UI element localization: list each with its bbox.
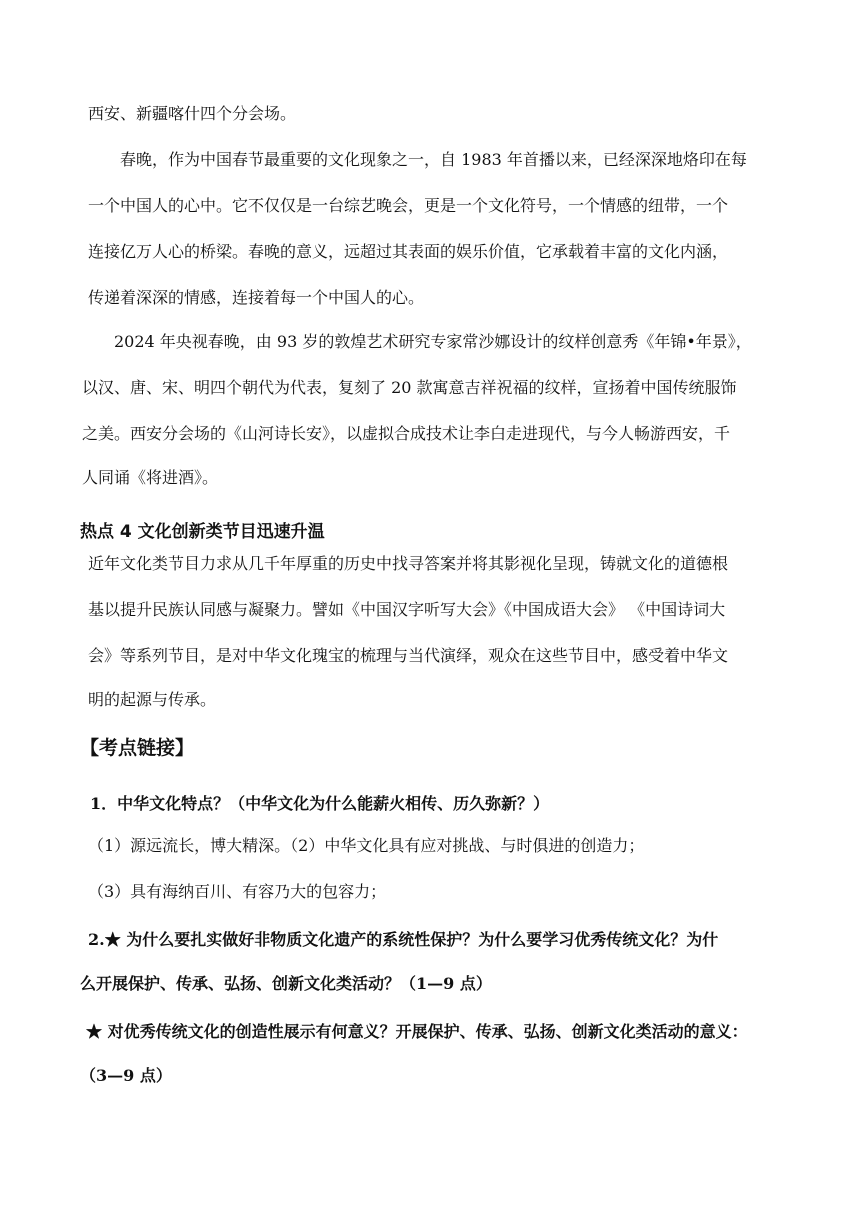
hotspot-heading: 热点 4 文化创新类节目迅速升温 [80,522,325,542]
paragraph-line: 近年文化类节目力求从几千年厚重的历史中找寻答案并将其影视化呈现，铸就文化的道德根 [88,554,729,573]
question-2-cont: 么开展保护、传承、弘扬、创新文化类活动？（1—9 点） [80,974,492,993]
answer-line: （3）具有海纳百川、有容乃大的包容力； [88,882,387,901]
question-1: 1．中华文化特点？（中华文化为什么能薪火相传、历久弥新？） [90,794,550,813]
question-3-cont: （3—9 点） [80,1066,172,1085]
section-title: 【考点链接】 [80,737,195,759]
paragraph-line: 春晚，作为中国春节最重要的文化现象之一，自 1983 年首播以来，已经深深地烙印在每 [120,150,747,169]
paragraph-line: 会》等系列节目，是对中华文化瑰宝的梳理与当代演绎，观众在这些节目中，感受着中华文 [88,646,729,665]
paragraph-line: 西安、新疆喀什四个分会场。 [88,104,297,123]
paragraph-line: 以汉、唐、宋、明四个朝代为代表，复刻了 20 款寓意吉祥祝福的纹样，宣扬着中国传统服饰 [82,378,737,397]
question-2: 2.★ 为什么要扎实做好非物质文化遗产的系统性保护？为什么要学习优秀传统文化？为什 [88,930,719,949]
answer-line: （1）源远流长，博大精深。（2）中华文化具有应对挑战、与时俱进的创造力； [88,836,645,855]
paragraph-line: 传递着深深的情感，连接着每一个中国人的心。 [88,288,425,307]
paragraph-line: 之美。西安分会场的《山河诗长安》，以虚拟合成技术让李白走进现代，与今人畅游西安，千 [82,424,731,443]
paragraph-line: 基以提升民族认同感与凝聚力。譬如《中国汉字听写大会》《中国成语大会》 《中国诗词大 [88,600,726,619]
paragraph-line: 2024 年央视春晚，由 93 岁的敦煌艺术研究专家常沙娜设计的纹样创意秀《年锦•年景》， [114,332,752,351]
paragraph-line: 明的起源与传承。 [88,690,217,709]
paragraph-line: 人同诵《将进酒》。 [82,468,219,487]
paragraph-line: 连接亿万人心的桥梁。春晚的意义，远超过其表面的娱乐价值，它承载着丰富的文化内涵， [88,242,729,261]
paragraph-line: 一个中国人的心中。它不仅仅是一台综艺晚会，更是一个文化符号，一个情感的纽带，一个 [88,196,729,215]
question-3: ★ 对优秀传统文化的创造性展示有何意义？开展保护、传承、弘扬、创新文化类活动的意义： [86,1022,748,1041]
